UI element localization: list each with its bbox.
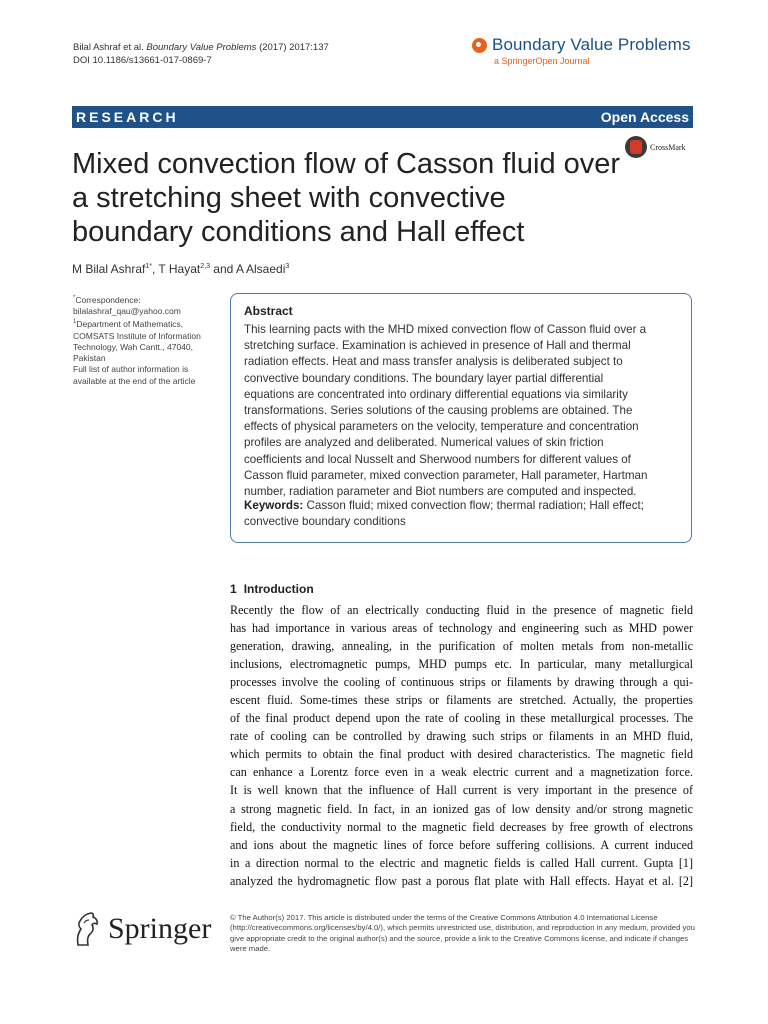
text-line: inclusions, electromagnetic pumps, MHD pumps etc. In particular, many metallurgical [230, 657, 693, 672]
text-line: in a direction normal to the electric and magnetic fields is called Hall current. Gupta [1] [230, 855, 693, 870]
introduction-text [230, 601, 693, 890]
citation-line [73, 41, 329, 54]
text-line: processes involve the cooling of continuous strips or filaments by drawing through a qui- [230, 675, 693, 690]
article-title: Mixed convection flow of Casson fluid over a stretching sheet with convective boundary conditions and Hall effect [72, 148, 621, 248]
section-heading [230, 582, 314, 596]
citation-authors: Bilal Ashraf et al. [73, 42, 144, 53]
crossmark-label: CrossMark [650, 142, 686, 152]
section-number: 1 [230, 582, 237, 596]
text-line: can enhance a Lorentz force even in a weak electric current and a magnetization force. [230, 765, 693, 780]
text-line: rate of cooling can be controlled by drawing such strips or filaments in an MHD fluid, [230, 729, 693, 744]
author-list [72, 262, 289, 276]
author-affiliation-mark: 1* [145, 263, 152, 270]
springer-wordmark: Springer [108, 912, 212, 945]
author-name[interactable]: M Bilal Ashraf [72, 262, 146, 276]
text-line: of the final product depend upon the rate of cooling in these metallurgical processes. The [230, 711, 693, 726]
journal-logo-subtitle: a SpringerOpen Journal [494, 56, 590, 66]
keywords-label: Keywords: [244, 499, 304, 512]
section-title: Introduction [243, 582, 314, 596]
citation-journal: Boundary Value Problems [146, 42, 257, 53]
citation-header [73, 41, 329, 67]
text-line: It is well known that the influence of Hall current is very important in the presence of [230, 783, 693, 798]
author-name[interactable]: , T Hayat [151, 262, 201, 276]
author-affiliation-mark: 2,3 [200, 263, 210, 270]
text-line: and ions about the magnetic lines of force before suffering collisions. A current induced [230, 837, 693, 852]
springer-logo[interactable] [72, 911, 211, 947]
author-affiliation-mark: 3 [285, 263, 290, 270]
correspondence-email[interactable]: bilalashraf_qau@yahoo.com [73, 306, 181, 317]
text-line: has had importance in various areas of technology and engineering such as MHD power [230, 621, 693, 636]
text-line: escent fluid. Some-times these strips or filaments are stretched. Actually, the properties [230, 693, 693, 708]
text-line: a strong magnetic field. In fact, in an ionized gas of low density and/or strong magnetic [230, 801, 693, 816]
correspondence-mark: * [73, 295, 76, 301]
springer-horse-icon [72, 911, 100, 947]
crossmark-badge[interactable] [625, 136, 686, 158]
correspondence-label: Correspondence: [75, 294, 141, 305]
text-line: which permits to obtain the final product with desired characteristics. The magnetic field [230, 747, 693, 762]
abstract-text: This learning pacts with the MHD mixed convection flow of Casson fluid over a stretching surface. Examination is achieved in presence of Hall and thermal radiation effects. Heat and mass transfer analysis is deliberated subject to convective boundary conditions. The boundary layer partial differential equations are concentrated into ordinary differential equations via similarity transformations. Series solutions of the causing problems are obtained. The effects of physical parameters on the velocity, temperature and concentration profiles are analyzed and deliberated. Numerical values of skin friction coefficients and local Nusselt and Sherwood numbers for different values of Casson fluid parameter, mixed convection parameter, Hall parameter, Hartman number, radiation parameter and Biot numbers are computed and inspected. [244, 323, 648, 499]
license-text: © The Author(s) 2017. This article is distributed under the terms of the Creative Commons Attribution 4.0 International License (http://creativecommons.org/licenses/by/4.0/), which permits unrestricted use, distribution, and reproduction in any medium, provided you give appropriate credit to the original author(s) and the source, provide a link to the Creative Commons license, and indicate if changes were made. [230, 913, 695, 954]
author-name[interactable]: and A Alsaedi [209, 262, 286, 276]
text-line: analyzed the hydromagnetic flow past a porous flat plate with Hall effects. Hayat et al. [2] [230, 873, 693, 888]
citation-year-volume: (2017) 2017:137 [259, 42, 329, 53]
correspondence-note [73, 293, 223, 387]
doi[interactable]: DOI 10.1186/s13661-017-0869-7 [73, 55, 212, 66]
journal-logo-title: Boundary Value Problems [492, 35, 691, 54]
keywords [244, 498, 664, 530]
full-author-list-note: Full list of author information is available at the end of the article [73, 364, 196, 386]
text-line: generation, drawing, annealing, in the purification of molten metals from non-metallic [230, 639, 693, 654]
journal-logo[interactable] [472, 35, 697, 66]
text-line: Recently the flow of an electrically conducting fluid in the presence of magnetic field [230, 603, 693, 617]
affiliation-text: Department of Mathematics, COMSATS Institute of Information Technology, Wah Cantt., 47040, Pakistan [73, 319, 201, 364]
keywords-text: Casson fluid; mixed convection flow; thermal radiation; Hall effect; convective boundary conditions [244, 499, 644, 528]
open-access-label: Open Access [600, 109, 689, 125]
abstract-heading: Abstract [244, 304, 293, 318]
article-type-label: RESEARCH [76, 109, 179, 125]
text-line: field, the conductivity normal to the magnetic field decreases by free growth of electrons [230, 819, 693, 834]
affiliation-mark: 1 [73, 319, 77, 326]
journal-logo-icon [472, 38, 487, 53]
